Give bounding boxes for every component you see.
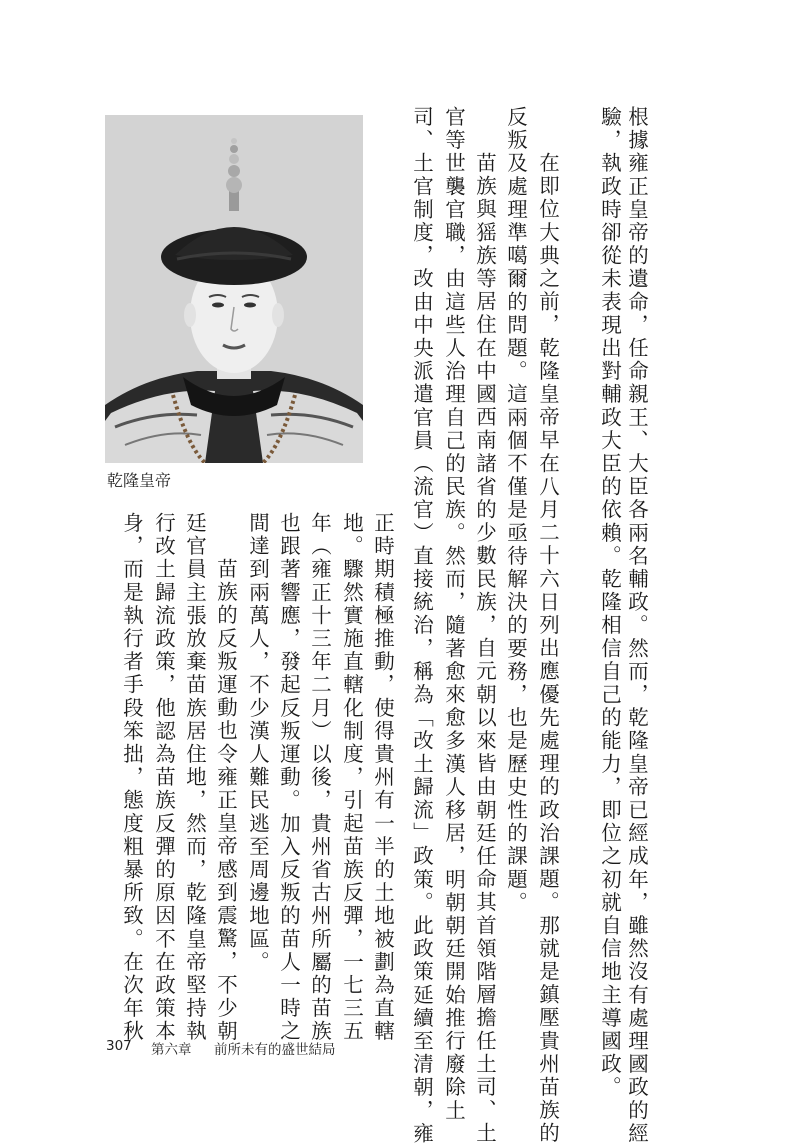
- chapter-title: 前所未有的盛世結局: [214, 1042, 336, 1058]
- portrait-caption: 乾隆皇帝: [107, 471, 172, 490]
- text-column-upper-6: 官等世襲官職，由這些人治理自己的民族。然而，隨著愈來愈多漢人移居，明朝朝廷開始推行廢除土: [441, 106, 466, 1123]
- text-column-upper-2: 驗，執政時卻從未表現出對輔政大臣的依賴。乾隆相信自己的能力，即位之初就自信地主導國政。: [597, 106, 622, 1100]
- text-column-lower-6: 苗族的反叛運動也令雍正皇帝感到震驚，不少朝: [213, 558, 238, 1044]
- chapter-label: 第六章: [151, 1042, 192, 1058]
- text-column-upper-3: 在即位大典之前，乾隆皇帝早在八月二十六日列出應優先處理的政治課題。那就是鎮壓貴州苗族的: [535, 152, 560, 1146]
- text-column-lower-9: 身，而是執行者手段笨拙，態度粗暴所致。在次年秋: [119, 512, 144, 1044]
- text-column-lower-5: 間達到兩萬人，不少漢人難民逃至周邊地區。: [245, 512, 270, 974]
- text-column-upper-5: 苗族與猺族等居住在中國西南諸省的少數民族，自元朝以來皆由朝廷任命其首領階層擔任土司、土: [472, 152, 497, 1146]
- text-column-lower-3: 年（雍正十三年二月）以後，貴州省古州所屬的苗族: [307, 512, 332, 1044]
- text-column-lower-2: 地。驟然實施直轄化制度，引起苗族反彈，一七三五: [339, 512, 364, 1044]
- text-column-lower-4: 也跟著響應，發起反叛運動。加入反叛的苗人一時之: [276, 512, 301, 1044]
- portrait-illustration: [105, 115, 363, 463]
- text-column-upper-1: 根據雍正皇帝的遺命，任命親王、大臣各兩名輔政。然而，乾隆皇帝已經成年，雖然沒有處理國政的經: [624, 106, 649, 1146]
- text-column-lower-1: 正時期積極推動，使得貴州有一半的土地被劃為直轄: [370, 512, 395, 1044]
- page-number: 307: [106, 1038, 132, 1054]
- text-column-upper-4: 反叛及處理準噶爾的問題。這兩個不僅是亟待解決的要務，也是歷史性的課題。: [503, 106, 528, 915]
- emperor-portrait: [105, 115, 363, 463]
- text-column-upper-7: 司、土官制度，改由中央派遣官員（流官）直接統治，稱為「改土歸流」政策。此政策延續至清朝，雍: [409, 106, 434, 1146]
- text-column-lower-7: 廷官員主張放棄苗族居住地，然而，乾隆皇帝堅持執: [182, 512, 207, 1044]
- text-column-lower-8: 行改土歸流政策，他認為苗族反彈的原因不在政策本: [151, 512, 176, 1044]
